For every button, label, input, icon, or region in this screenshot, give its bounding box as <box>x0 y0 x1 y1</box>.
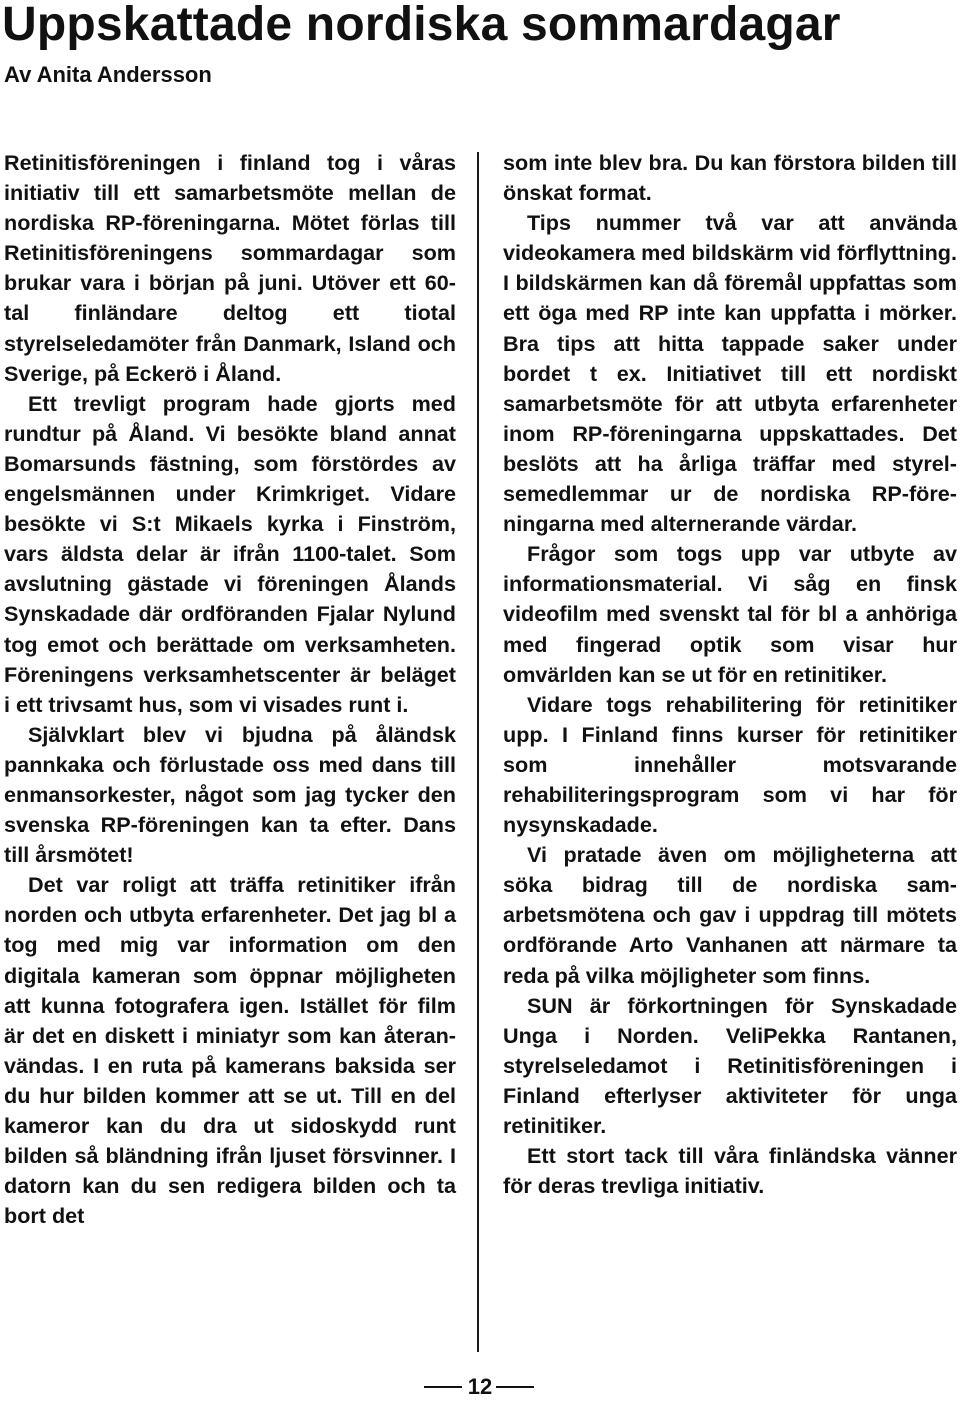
paragraph: Ett stort tack till våra finländska vänner för deras trevliga initiativ. <box>503 1143 957 1199</box>
paragraph: Frågor som togs upp var utbyte av informationsmaterial. Vi såg en finsk videofilm med svenskt tal för bl a anhöriga med fingerad optik som visar hur omvärlden kan se ut för en retinitiker. <box>503 541 957 687</box>
left-column <box>4 148 456 1231</box>
paragraph: Ett trevligt program hade gjorts med rundtur på Åland. Vi besökte bland annat Bomarsunds fästning, som förstördes av engelsmännen under Krimkriget. Vidare besökte vi S:t Mikaels kyrka i Finström, vars äldsta delar är ifrån 1100-talet. Som avslutning gästade vi föreningen Ålands Synskadade där ordföranden Fjalar Nylund tog emot och berättade om verksamheten. Föreningens verksamhetscenter är beläget i ett trivsamt hus, som vi visades runt i. <box>4 390 456 717</box>
paragraph: Tips nummer två var att använda videokamera med bildskärm vid förflyttning. I bildskärmen kan då föremål uppfattas som ett öga med RP inte kan uppfatta i mörker. Bra tips att hitta tappade saker under bordet t ex. Initiativet till ett nordiskt samarbetsmöte för att utbyta erfarenheter inom RP-föreningarna uppskattades. Det beslöts att ha årliga träffar med styrelsemedlemmar ur de nordiska RP-föreningarna med alternerande värdar. <box>503 210 957 537</box>
paragraph: SUN är förkortningen för Synskadade Unga i Norden. VeliPekka Rantanen, styrelseledamot i Retinitisföreningen i Finland efterlyser aktiviteter för unga retinitiker. <box>503 992 957 1138</box>
article-byline: Av Anita Andersson <box>4 62 212 87</box>
paragraph: Det var roligt att träffa retinitiker ifrån norden och utbyta erfarenheter. Det jag bl a tog med mig var information om den digitala kameran som öppnar möjligheten att kunna fotografera igen. Istället för film är det en diskett i miniatyr som kan återanvändas. I en ruta på kamerans baksida ser du hur bilden kommer att se ut. Till en del kameror kan du dra ut sidoskydd runt bilden så bländning ifrån ljuset försvinner. I datorn kan du sen redigera bilden och ta bort det <box>4 872 456 1229</box>
article-title: Uppskattade nordiska sommardagar <box>2 0 841 51</box>
footer-dash-left <box>424 1386 462 1388</box>
right-column <box>503 148 957 1201</box>
footer-dash-right <box>496 1386 534 1388</box>
paragraph: Retinitisföreningen i finland tog i våras initiativ till ett samarbetsmöte mellan de nordiska RP-föreningarna. Mötet förlas till Retinitisföreningens sommardagar som brukar vara i början på juni. Utöver ett 60-tal finländare deltog ett tiotal styrelseledamöter från Danmark, Island och Sverige, på Eckerö i Åland. <box>4 150 456 386</box>
paragraph: Vidare togs rehabilitering för retinitiker upp. I Finland finns kurser för retinitiker som innehåller motsvarande rehabiliteringsprogram som vi har för nysynskadade. <box>503 691 957 838</box>
page-footer <box>0 1372 960 1402</box>
column-divider <box>477 152 479 1352</box>
paragraph: Självklart blev vi bjudna på åländsk pannkaka och förlustade oss med dans till enmansorkester, något som jag tycker den svenska RP-föreningen kan ta efter. Dans till årsmötet! <box>4 721 456 868</box>
page-number: 12 <box>467 1374 493 1399</box>
paragraph: Vi pratade även om möjligheterna att söka bidrag till de nordiska samarbetsmötena och gav i uppdrag till mötets ordförande Arto Vanhanen att närmare ta reda på vilka möjligheter som finns. <box>503 842 957 988</box>
paragraph: som inte blev bra. Du kan förstora bilden till önskat format. <box>503 150 957 206</box>
